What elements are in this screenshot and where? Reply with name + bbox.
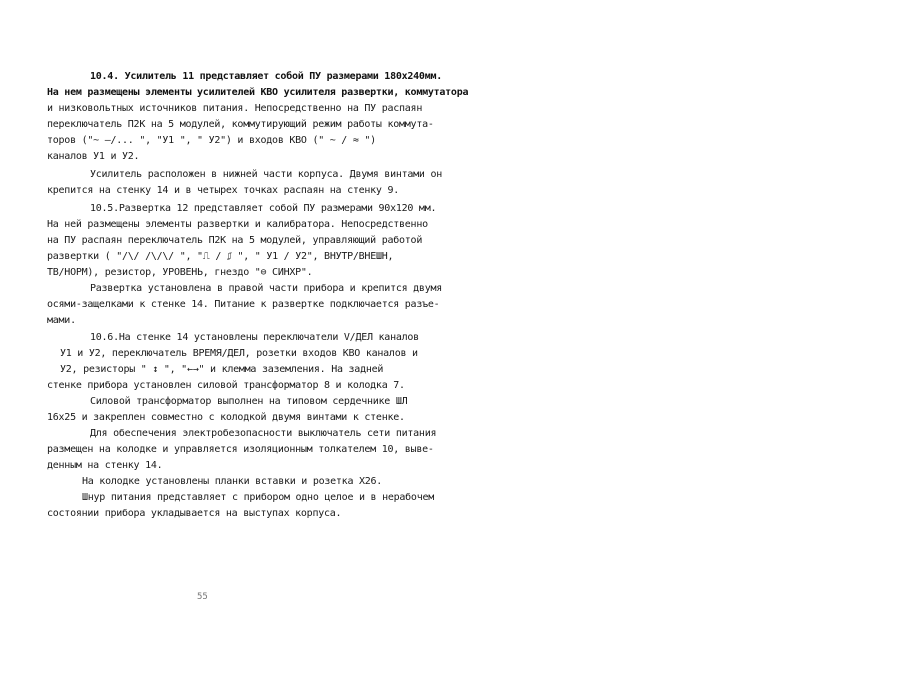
text-line: развертки ( "/\/ /\/\/ ", "⎍ / ⎎ ", " У1 / У2", ВНУТР/ВНЕШН, [47, 251, 394, 262]
text-line: 10.4. Усилитель 11 представляет собой ПУ размерами 180x240мм. [90, 71, 443, 82]
text-line: Силовой трансформатор выполнен на типовом сердечнике ШЛ [90, 396, 408, 407]
text-line: Для обеспечения электробезопасности выключатель сети питания [90, 428, 437, 439]
text-line: Развертка установлена в правой части прибора и крепится двумя [90, 283, 443, 294]
text-line: 10.6.На стенке 14 установлены переключатели V/ДЕЛ каналов [90, 332, 419, 343]
text-line: На колодке установлены планки вставки и розетка Х26. [82, 476, 383, 487]
text-line: 10.5.Развертка 12 представляет собой ПУ размерами 90x120 мм. [90, 203, 437, 214]
text-line: размещен на колодке и управляется изоляционным толкателем 10, выве- [47, 444, 434, 455]
text-line: и низковольтных источников питания. Непосредственно на ПУ распаян [47, 103, 423, 114]
text-line: стенке прибора установлен силовой трансформатор 8 и колодка 7. [47, 380, 405, 391]
text-line: денным на стенку 14. [47, 460, 163, 471]
text-line: переключатель П2К на 5 модулей, коммутирующий режим работы коммута- [47, 119, 434, 130]
text-line: На ней размещены элементы развертки и калибратора. Непосредственно [47, 219, 428, 230]
text-line: У2, резисторы " ↕ ", "←→" и клемма заземления. На задней [60, 364, 384, 375]
text-line: осями-защелками к стенке 14. Питание к развертке подключается разъе- [47, 299, 440, 310]
text-line: 16x25 и закреплен совместно с колодкой двумя винтами к стенке. [47, 412, 405, 423]
text-line: торов ("~ —/... ", "У1 ", " У2") и входов КВО (" ~ / ≈ ") [47, 135, 376, 146]
text-line: на ПУ распаян переключатель П2К на 5 модулей, управляющий работой [47, 235, 423, 246]
text-line: каналов У1 и У2. [47, 151, 140, 162]
text-line: Шнур питания представляет с прибором одно целое и в нерабочем [82, 492, 435, 503]
text-line: На нем размещены элементы усилителей КВО усилителя развертки, коммутатора [47, 87, 469, 98]
text-line: Усилитель расположен в нижней части корпуса. Двумя винтами он [90, 169, 443, 180]
text-line: крепится на стенку 14 и в четырех точках распаян на стенку 9. [47, 185, 400, 196]
text-line: ТВ/НОРМ), резистор, УРОВЕНЬ, гнездо "⊖ СИНХР". [47, 267, 313, 278]
text-line: У1 и У2, переключатель ВРЕМЯ/ДЕЛ, розетки входов КВО каналов и [60, 348, 418, 359]
page-number: 55 [197, 592, 208, 602]
text-line: состоянии прибора укладывается на выступах корпуса. [47, 508, 342, 519]
text-line: мами. [47, 315, 76, 326]
